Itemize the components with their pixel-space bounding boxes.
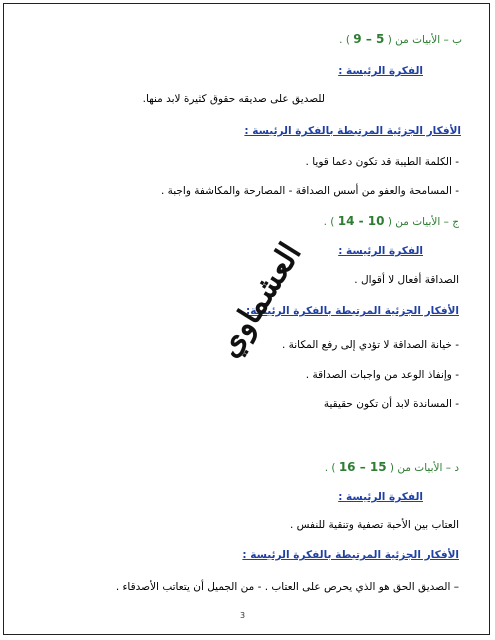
section-b-sub-idea-2: - المسامحة والعفو من أسس الصداقة - المصارحة والمكاشفة واجبة . <box>160 185 459 197</box>
section-d-main-idea-heading: الفكرة الرئيسة : <box>338 491 423 503</box>
section-d-sub-ideas-heading: الأفكار الجزئية المرتبطة بالفكرة الرئيسة : <box>242 549 459 561</box>
section-c-sub-ideas-heading: الأفكار الجزئية المرتبطة بالفكرة الرئيسة: <box>246 305 459 317</box>
watermark-signature: العشماوي <box>210 236 309 364</box>
section-d-range: 15 – 16 <box>338 460 387 474</box>
page-number: 3 <box>240 611 246 620</box>
section-b-main-idea-text: للصديق على صديقه حقوق كثيرة لابد منها. <box>142 93 325 105</box>
section-c-main-idea-heading: الفكرة الرئيسة : <box>338 245 423 257</box>
section-d-sub-idea-1: – الصديق الحق هو الذي يحرص على العتاب . - من الجميل أن يتعاتب الأصدقاء . <box>115 581 459 593</box>
section-c-sub-idea-1: - خيانة الصداقة لا تؤدي إلى رفع المكانة . <box>281 339 459 351</box>
section-b-sub-ideas-heading: الأفكار الجزئية المرتبطة بالفكرة الرئيسة : <box>244 125 461 137</box>
section-c-title: ج – الأبيات من ( 10 - 14 ) . <box>323 214 459 228</box>
section-c-sub-idea-3: - المساندة لابد أن تكون حقيقية <box>323 398 459 410</box>
section-c-range: 10 - 14 <box>337 214 385 228</box>
section-d-title: د – الأبيات من ( 15 – 16 ) . <box>324 460 459 474</box>
section-c-main-idea-text: الصداقة أفعال لا أقوال . <box>354 274 459 286</box>
section-b-sub-idea-1: - الكلمة الطيبة قد تكون دعما قويا . <box>305 156 459 168</box>
section-b-range: 5 – 9 <box>353 32 385 46</box>
section-b-main-idea-heading: الفكرة الرئيسة : <box>338 65 423 77</box>
section-c-sub-idea-2: - وإنفاذ الوعد من واجبات الصداقة . <box>305 369 459 381</box>
section-b-title: ب – الأبيات من ( 5 – 9 ) . <box>339 32 462 46</box>
section-d-main-idea-text: العتاب بين الأحبة تصفية وتنقية للنفس . <box>289 519 459 531</box>
